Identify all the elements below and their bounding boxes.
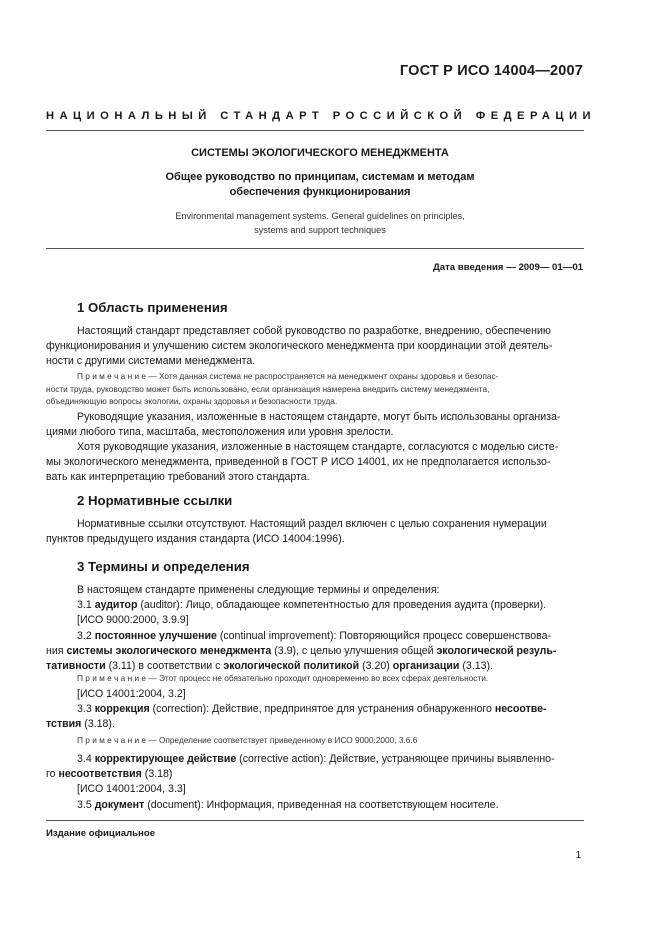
section-2-paragraph: Нормативные ссылки отсутствуют. Настоящий раздел включен с целью сохранения нумерации пунктов предыдущего издания стандарта (ИСО 14004:1996). xyxy=(46,518,547,546)
section-3-heading: 3 Термины и определения xyxy=(77,559,250,574)
section-3-terms: В настоящем стандарте применены следующие термины и определения: 3.1 аудитор (auditor): Лицо, обладающее компетентностью для проведения аудита (проверки). [ИСО 9000:2000, 3.9.9] 3.2 постоянное улучшение (continual improvement): Повторяющийся процесс совершенствова- ния системы экологического менеджмента (3.9), с целью улучшения общей экологической резуль- тативности (3.11) в соответствии с экологической политикой (3.20) организации (3.13). xyxy=(46,583,582,674)
header-rule xyxy=(46,130,584,131)
page-number: 1 xyxy=(575,850,581,861)
section-3-terms-end: 3.4 корректирующее действие (corrective action): Действие, устраняющее причины выявленно- го несоответствия (3.18) [ИСО 14001:2004, 3.3] 3.5 документ (document): Информация, приведенная на соответствующем носителе. xyxy=(46,752,582,813)
official-edition-label: Издание официальное xyxy=(46,828,156,839)
section-1-paragraph-1: Настоящий стандарт представляет собой руководство по разработке, внедрению, обеспечению функционирования и улучшению систем экологического менеджмента при координации этой деятель- ности с другими системами менеджмента. xyxy=(46,325,553,368)
section-2-heading: 2 Нормативные ссылки xyxy=(77,493,233,508)
term-3-5: 3.5 документ (document): Информация, приведенная на соответствующем носителе. xyxy=(77,798,499,811)
footer-rule xyxy=(46,820,584,821)
title-rule xyxy=(46,248,584,249)
document-subtitle: Общее руководство по принципам, системам и методам обеспечения функционирования xyxy=(165,171,475,198)
effective-date: Дата введения — 2009— 01—01 xyxy=(432,262,583,273)
term-3-2: 3.2 постоянное улучшение (continual improvement): Повторяющийся процесс совершенствова- xyxy=(77,629,552,642)
english-title: Environmental management systems. General guidelines on principles, systems and support techniques xyxy=(175,211,465,235)
term-3-4: 3.4 корректирующее действие (corrective action): Действие, устраняющее причины выявленно- xyxy=(77,753,555,765)
national-standard-banner: НАЦИОНАЛЬНЫЙ СТАНДАРТ РОССИЙСКОЙ ФЕДЕРАЦИИ xyxy=(46,110,597,122)
section-1-heading: 1 Область применения xyxy=(77,300,228,315)
term-3-3: 3.3 коррекция (correction): Действие, предпринятое для устранения обнаруженного несоотве- xyxy=(77,703,547,716)
term-3-1: 3.1 аудитор (auditor): Лицо, обладающее компетентностью для проведения аудита (проверки). xyxy=(77,599,547,612)
standard-code: ГОСТ Р ИСО 14004—2007 xyxy=(399,63,583,79)
section-1-paragraph-3: Хотя руководящие указания, изложенные в настоящем стандарте, согласуются с моделью систе- мы экологического менеджмента, приведенной в ГОСТ Р ИСО 14001, их не предполагается использо- вать как интерпретацию требований этого стандарта. xyxy=(46,441,559,484)
term-3-3-note: П р и м е ч а н и е — Определение соответствует приведенному в ИСО 9000:2000, 3.6.6 xyxy=(77,735,418,745)
section-1-paragraph-2: Руководящие указания, изложенные в настоящем стандарте, могут быть использованы организа- циями любого типа, масштаба, местоположения или уровня зрелости. xyxy=(46,411,561,439)
section-3-terms-continued: [ИСО 14001:2004, 3.2] 3.3 коррекция (correction): Действие, предпринятое для устранения обнаруженного несоотве- тствия (3.18). xyxy=(46,687,582,733)
term-3-2-note: П р и м е ч а н и е — Этот процесс не обязательно проходит одновременно во всех сферах деятельности. xyxy=(77,673,489,683)
document-title: СИСТЕМЫ ЭКОЛОГИЧЕСКОГО МЕНЕДЖМЕНТА xyxy=(191,147,449,159)
section-1-note: П р и м е ч а н и е — Хотя данная система не распространяется на менеджмент охраны здоровья и безопас- ности труда, руководство может быть использовано, если организация намерена внедрить систему менеджмента, объединяющую вопросы экологии, охраны здоровья и безопасности труда. xyxy=(46,371,499,406)
